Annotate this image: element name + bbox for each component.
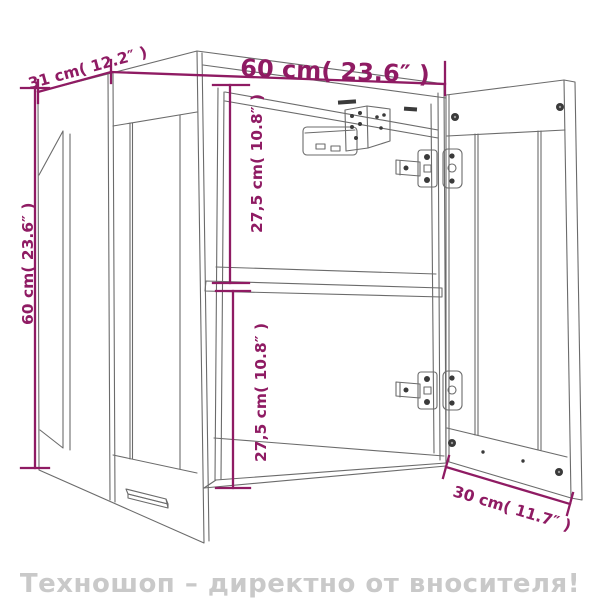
door-screw-caps xyxy=(448,103,564,476)
carcass-interior xyxy=(197,51,446,480)
hinge-top xyxy=(396,149,462,188)
label-height-left: 60 cm( 23.6″ ) xyxy=(19,202,37,325)
bottom-panel xyxy=(204,438,446,488)
label-door-width: 30 cm( 11.7″ ) xyxy=(450,482,574,535)
label-width-top: 60 cm( 23.6″ ) xyxy=(239,54,431,89)
door-handle xyxy=(126,489,168,508)
label-compartment-lower: 27,5 cm( 10.8″ ) xyxy=(252,322,270,462)
hinge-bottom xyxy=(396,371,462,410)
left-side-panel xyxy=(38,51,209,543)
cabinet-line-drawing xyxy=(38,51,582,543)
dimension-annotations xyxy=(21,60,573,515)
dimension-compartment-upper xyxy=(213,85,249,283)
label-compartment-upper: 27,5 cm( 10.8″ ) xyxy=(248,93,266,233)
glass-door-open xyxy=(446,80,582,500)
label-depth: 31 cm( 12.2″ ) xyxy=(26,43,150,93)
footer-watermark: Техношоп – директно от вносителя! xyxy=(19,569,581,599)
dimension-labels xyxy=(19,43,573,535)
